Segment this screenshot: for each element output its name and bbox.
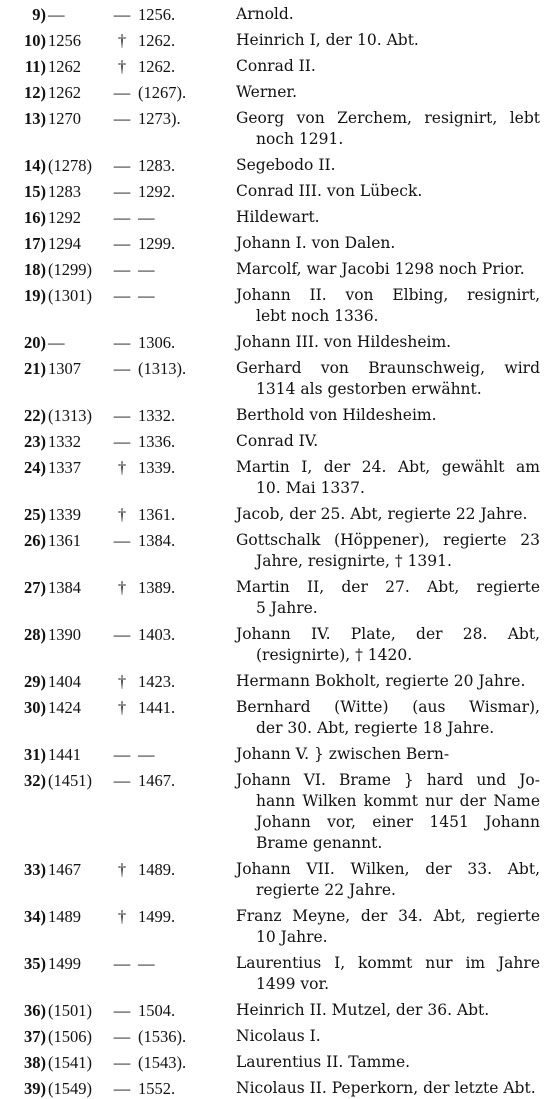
abbot-entry <box>0 671 550 692</box>
entry-description <box>236 906 540 948</box>
entry-end-year: 1499. <box>138 907 176 926</box>
entry-description-line: Conrad II. <box>236 57 316 75</box>
entry-start-year: 1424 <box>48 698 81 717</box>
entry-description-line: 5 Jahre. <box>256 599 318 617</box>
entry-description-line: 10 Jahre. <box>256 928 328 946</box>
abbot-entry <box>0 181 550 202</box>
entry-separator: † <box>117 672 127 691</box>
entry-description <box>236 181 540 202</box>
entry-separator: † <box>117 458 127 477</box>
entry-description-line: Brame genannt. <box>256 834 383 852</box>
entry-description-line: Conrad III. von Lübeck. <box>236 182 423 200</box>
entry-start-year: 1337 <box>48 458 81 477</box>
entry-end-year: 1262. <box>138 57 176 76</box>
entry-end-year: — <box>138 260 155 279</box>
entry-separator: † <box>117 57 127 76</box>
entry-description-line: Johann III. von Hildesheim. <box>236 333 452 351</box>
entry-description-line: Jahre, resignirte, † 1391. <box>256 552 452 570</box>
entry-separator: † <box>117 860 127 879</box>
abbot-entry <box>0 431 550 452</box>
entry-start-year: 1339 <box>48 505 81 524</box>
abbot-entry <box>0 285 550 327</box>
entry-separator: — <box>113 333 131 352</box>
entry-separator: — <box>113 531 131 550</box>
entry-description-line: Johann V. } zwischen Bern- <box>236 745 450 763</box>
entry-number: 39) <box>24 1079 46 1098</box>
entry-description <box>236 1000 540 1021</box>
entry-start-year: 1441 <box>48 745 81 764</box>
entry-separator: — <box>113 109 131 128</box>
abbot-entry <box>0 82 550 103</box>
abbot-entry <box>0 577 550 619</box>
abbot-entry <box>0 108 550 150</box>
entry-number: 23) <box>24 432 46 451</box>
entry-description <box>236 233 540 254</box>
entry-description-line: Arnold. <box>236 5 294 23</box>
entry-description-line: Laurentius I, kommt nur im Jahre <box>236 954 540 972</box>
entry-number: 19) <box>24 286 46 305</box>
entry-number: 33) <box>24 860 46 879</box>
entry-end-year: — <box>138 286 155 305</box>
entry-description-line: Franz Meyne, der 34. Abt, regierte <box>236 907 540 925</box>
entry-number: 16) <box>24 208 46 227</box>
entry-end-year: 1504. <box>138 1001 176 1020</box>
abbot-entry <box>0 697 550 739</box>
entry-description-line: Hermann Bokholt, regierte 20 Jahre. <box>236 672 526 690</box>
entry-description-line: 1499 vor. <box>256 975 330 993</box>
entry-description-line: Heinrich I, der 10. Abt. <box>236 31 419 49</box>
entry-start-year: 1489 <box>48 907 81 926</box>
entry-number: 21) <box>24 359 46 378</box>
entry-end-year: 1467. <box>138 771 176 790</box>
entry-start-year: (1506) <box>48 1027 92 1046</box>
entry-end-year: 1283. <box>138 156 176 175</box>
entry-description-line: 1314 als gestorben erwähnt. <box>256 380 482 398</box>
entry-description-line: Martin I, der 24. Abt, gewählt am <box>236 458 540 476</box>
entry-description <box>236 1026 540 1047</box>
entry-end-year: 1256. <box>138 5 176 24</box>
entry-separator: — <box>113 359 131 378</box>
entry-description-line: Nicolaus II. Peperkorn, der letzte Abt. <box>236 1079 536 1097</box>
entry-description <box>236 431 540 452</box>
entry-description-line: lebt noch 1336. <box>256 307 379 325</box>
entry-description <box>236 859 540 901</box>
entry-description <box>236 332 540 353</box>
abbot-entry <box>0 155 550 176</box>
entry-description-line: Bernhard (Witte) (aus Wismar), <box>236 698 540 716</box>
abbot-entry <box>0 744 550 765</box>
entry-start-year: 1499 <box>48 954 81 973</box>
entry-end-year: (1267). <box>138 83 187 102</box>
entry-end-year: (1536). <box>138 1027 187 1046</box>
entry-separator: — <box>113 234 131 253</box>
entry-description-line: Werner. <box>236 83 298 101</box>
entry-end-year: 1423. <box>138 672 176 691</box>
entry-number: 28) <box>24 625 46 644</box>
entry-description <box>236 504 540 525</box>
entry-number: 36) <box>24 1001 46 1020</box>
entry-start-year: 1256 <box>48 31 81 50</box>
entry-start-year: (1301) <box>48 286 92 305</box>
entry-description-line: Marcolf, war Jacobi 1298 noch Prior. <box>236 260 525 278</box>
entry-description <box>236 259 540 280</box>
entry-description-line: noch 1291. <box>256 130 344 148</box>
entry-start-year: (1451) <box>48 771 92 790</box>
entry-description-line: Heinrich II. Mutzel, der 36. Abt. <box>236 1001 490 1019</box>
entry-separator: — <box>113 406 131 425</box>
entry-separator: — <box>113 1001 131 1020</box>
entry-description-line: Hildewart. <box>236 208 320 226</box>
entry-end-year: 1306. <box>138 333 176 352</box>
entry-end-year: — <box>138 954 155 973</box>
abbot-entry <box>0 4 550 25</box>
entry-description-line: Johann VI. Brame } hard und Jo- <box>236 771 540 789</box>
entry-separator: — <box>113 625 131 644</box>
entry-start-year: (1278) <box>48 156 92 175</box>
entry-number: 20) <box>24 333 46 352</box>
entry-separator: † <box>117 505 127 524</box>
entry-start-year: (1299) <box>48 260 92 279</box>
entry-end-year: 1332. <box>138 406 176 425</box>
entry-number: 11) <box>24 57 46 76</box>
abbot-entry <box>0 906 550 948</box>
entry-number: 9) <box>32 5 46 24</box>
entry-end-year: 1262. <box>138 31 176 50</box>
entry-number: 29) <box>24 672 46 691</box>
entry-end-year: 1389. <box>138 578 176 597</box>
entry-number: 10) <box>24 31 46 50</box>
entry-start-year: 1404 <box>48 672 81 691</box>
entry-start-year: — <box>48 5 65 24</box>
entry-start-year: (1541) <box>48 1053 92 1072</box>
entry-description-line: Johann I. von Dalen. <box>236 234 396 252</box>
entry-separator: — <box>113 260 131 279</box>
entry-description <box>236 744 540 765</box>
entry-number: 25) <box>24 505 46 524</box>
entry-description-line: regierte 22 Jahre. <box>256 881 396 899</box>
entry-separator: — <box>113 208 131 227</box>
entry-start-year: 1307 <box>48 359 81 378</box>
entry-separator: — <box>113 1053 131 1072</box>
entry-start-year: (1501) <box>48 1001 92 1020</box>
entry-number: 14) <box>24 156 46 175</box>
abbot-entry <box>0 207 550 228</box>
entry-end-year: 1489. <box>138 860 176 879</box>
abbot-entry <box>0 233 550 254</box>
entry-description-line: hann Wilken kommt nur der Name <box>256 792 540 810</box>
entry-start-year: (1313) <box>48 406 92 425</box>
abbot-entry <box>0 859 550 901</box>
entry-number: 18) <box>24 260 46 279</box>
entry-number: 35) <box>24 954 46 973</box>
entry-separator: † <box>117 907 127 926</box>
entry-number: 27) <box>24 578 46 597</box>
entry-description <box>236 1078 540 1099</box>
abbot-entry <box>0 770 550 854</box>
entry-description-line: (resignirte), † 1420. <box>256 646 413 664</box>
entry-description-line: Johann II. von Elbing, resignirt, <box>236 286 540 304</box>
entry-end-year: — <box>138 745 155 764</box>
entry-end-year: — <box>138 208 155 227</box>
entry-start-year: (1549) <box>48 1079 92 1098</box>
entry-description <box>236 358 540 400</box>
entry-start-year: 1294 <box>48 234 81 253</box>
entry-separator: † <box>117 698 127 717</box>
abbot-entry <box>0 504 550 525</box>
entry-start-year: 1467 <box>48 860 81 879</box>
entry-end-year: 1336. <box>138 432 176 451</box>
entry-description-line: Martin II, der 27. Abt, regierte <box>236 578 540 596</box>
abbot-entry <box>0 405 550 426</box>
entry-separator: † <box>117 578 127 597</box>
entry-description <box>236 405 540 426</box>
entry-separator: — <box>113 5 131 24</box>
entry-end-year: 1292. <box>138 182 176 201</box>
entry-description <box>236 4 540 25</box>
entry-description <box>236 671 540 692</box>
entry-end-year: 1339. <box>138 458 176 477</box>
entry-description-line: Gerhard von Braunschweig, wird <box>236 359 540 377</box>
entry-start-year: 1270 <box>48 109 81 128</box>
entry-number: 32) <box>24 771 46 790</box>
entry-description <box>236 82 540 103</box>
entry-description-line: Berthold von Hildesheim. <box>236 406 437 424</box>
entry-start-year: 1262 <box>48 83 81 102</box>
entry-start-year: 1283 <box>48 182 81 201</box>
entry-description <box>236 30 540 51</box>
entry-separator: — <box>113 1027 131 1046</box>
abbot-entry <box>0 624 550 666</box>
entry-start-year: 1390 <box>48 625 81 644</box>
entry-start-year: 1361 <box>48 531 81 550</box>
entry-start-year: 1384 <box>48 578 81 597</box>
entry-end-year: 1552. <box>138 1079 176 1098</box>
entry-number: 13) <box>24 109 46 128</box>
entry-description <box>236 207 540 228</box>
abbot-entry <box>0 1026 550 1047</box>
entry-number: 31) <box>24 745 46 764</box>
entry-end-year: 1361. <box>138 505 176 524</box>
entry-description <box>236 697 540 739</box>
entry-description <box>236 1052 540 1073</box>
abbot-entry <box>0 332 550 353</box>
abbot-entry <box>0 530 550 572</box>
entry-separator: † <box>117 31 127 50</box>
abbot-entry <box>0 56 550 77</box>
entry-number: 12) <box>24 83 46 102</box>
entry-description-line: Johann vor, einer 1451 Johann <box>256 813 540 831</box>
entry-end-year: 1273). <box>138 109 181 128</box>
entry-number: 17) <box>24 234 46 253</box>
entry-separator: — <box>113 432 131 451</box>
entry-description <box>236 155 540 176</box>
entry-description-line: Georg von Zerchem, resignirt, lebt <box>236 109 540 127</box>
entry-end-year: 1299. <box>138 234 176 253</box>
entry-description <box>236 577 540 619</box>
abbot-entry <box>0 1052 550 1073</box>
entry-description-line: Johann IV. Plate, der 28. Abt, <box>236 625 540 643</box>
abbot-entry <box>0 358 550 400</box>
entry-number: 38) <box>24 1053 46 1072</box>
entry-description <box>236 624 540 666</box>
entry-number: 22) <box>24 406 46 425</box>
entry-separator: — <box>113 83 131 102</box>
entry-end-year: (1543). <box>138 1053 187 1072</box>
entry-description-line: Segebodo II. <box>236 156 336 174</box>
entry-number: 15) <box>24 182 46 201</box>
entry-description <box>236 108 540 150</box>
entry-separator: — <box>113 771 131 790</box>
entry-start-year: 1292 <box>48 208 81 227</box>
entry-number: 24) <box>24 458 46 477</box>
entry-separator: — <box>113 954 131 973</box>
abbot-entry <box>0 1078 550 1099</box>
entry-start-year: — <box>48 333 65 352</box>
entry-start-year: 1332 <box>48 432 81 451</box>
entry-description <box>236 953 540 995</box>
entry-end-year: 1441. <box>138 698 176 717</box>
entry-start-year: 1262 <box>48 57 81 76</box>
entry-description <box>236 770 540 854</box>
entry-description-line: 10. Mai 1337. <box>256 479 365 497</box>
entry-number: 37) <box>24 1027 46 1046</box>
abbot-entry <box>0 259 550 280</box>
entry-separator: — <box>113 182 131 201</box>
entry-description <box>236 285 540 327</box>
entry-description-line: Conrad IV. <box>236 432 319 450</box>
entry-separator: — <box>113 156 131 175</box>
entry-end-year: 1384. <box>138 531 176 550</box>
entry-description-line: Nicolaus I. <box>236 1027 321 1045</box>
abbot-entry <box>0 953 550 995</box>
entry-separator: — <box>113 286 131 305</box>
entry-separator: — <box>113 745 131 764</box>
entry-end-year: (1313). <box>138 359 187 378</box>
entry-number: 34) <box>24 907 46 926</box>
abbot-entry <box>0 30 550 51</box>
entry-description <box>236 530 540 572</box>
entry-description-line: Laurentius II. Tamme. <box>236 1053 411 1071</box>
entry-description-line: Johann VII. Wilken, der 33. Abt, <box>236 860 540 878</box>
entry-separator: — <box>113 1079 131 1098</box>
abbot-entry <box>0 457 550 499</box>
entry-end-year: 1403. <box>138 625 176 644</box>
entry-description <box>236 457 540 499</box>
abbot-entry <box>0 1000 550 1021</box>
entry-description-line: Gottschalk (Höppener), regierte 23 <box>236 531 540 549</box>
entry-description-line: der 30. Abt, regierte 18 Jahre. <box>256 719 495 737</box>
entry-number: 26) <box>24 531 46 550</box>
entry-description-line: Jacob, der 25. Abt, regierte 22 Jahre. <box>236 505 528 523</box>
entry-description <box>236 56 540 77</box>
entry-number: 30) <box>24 698 46 717</box>
